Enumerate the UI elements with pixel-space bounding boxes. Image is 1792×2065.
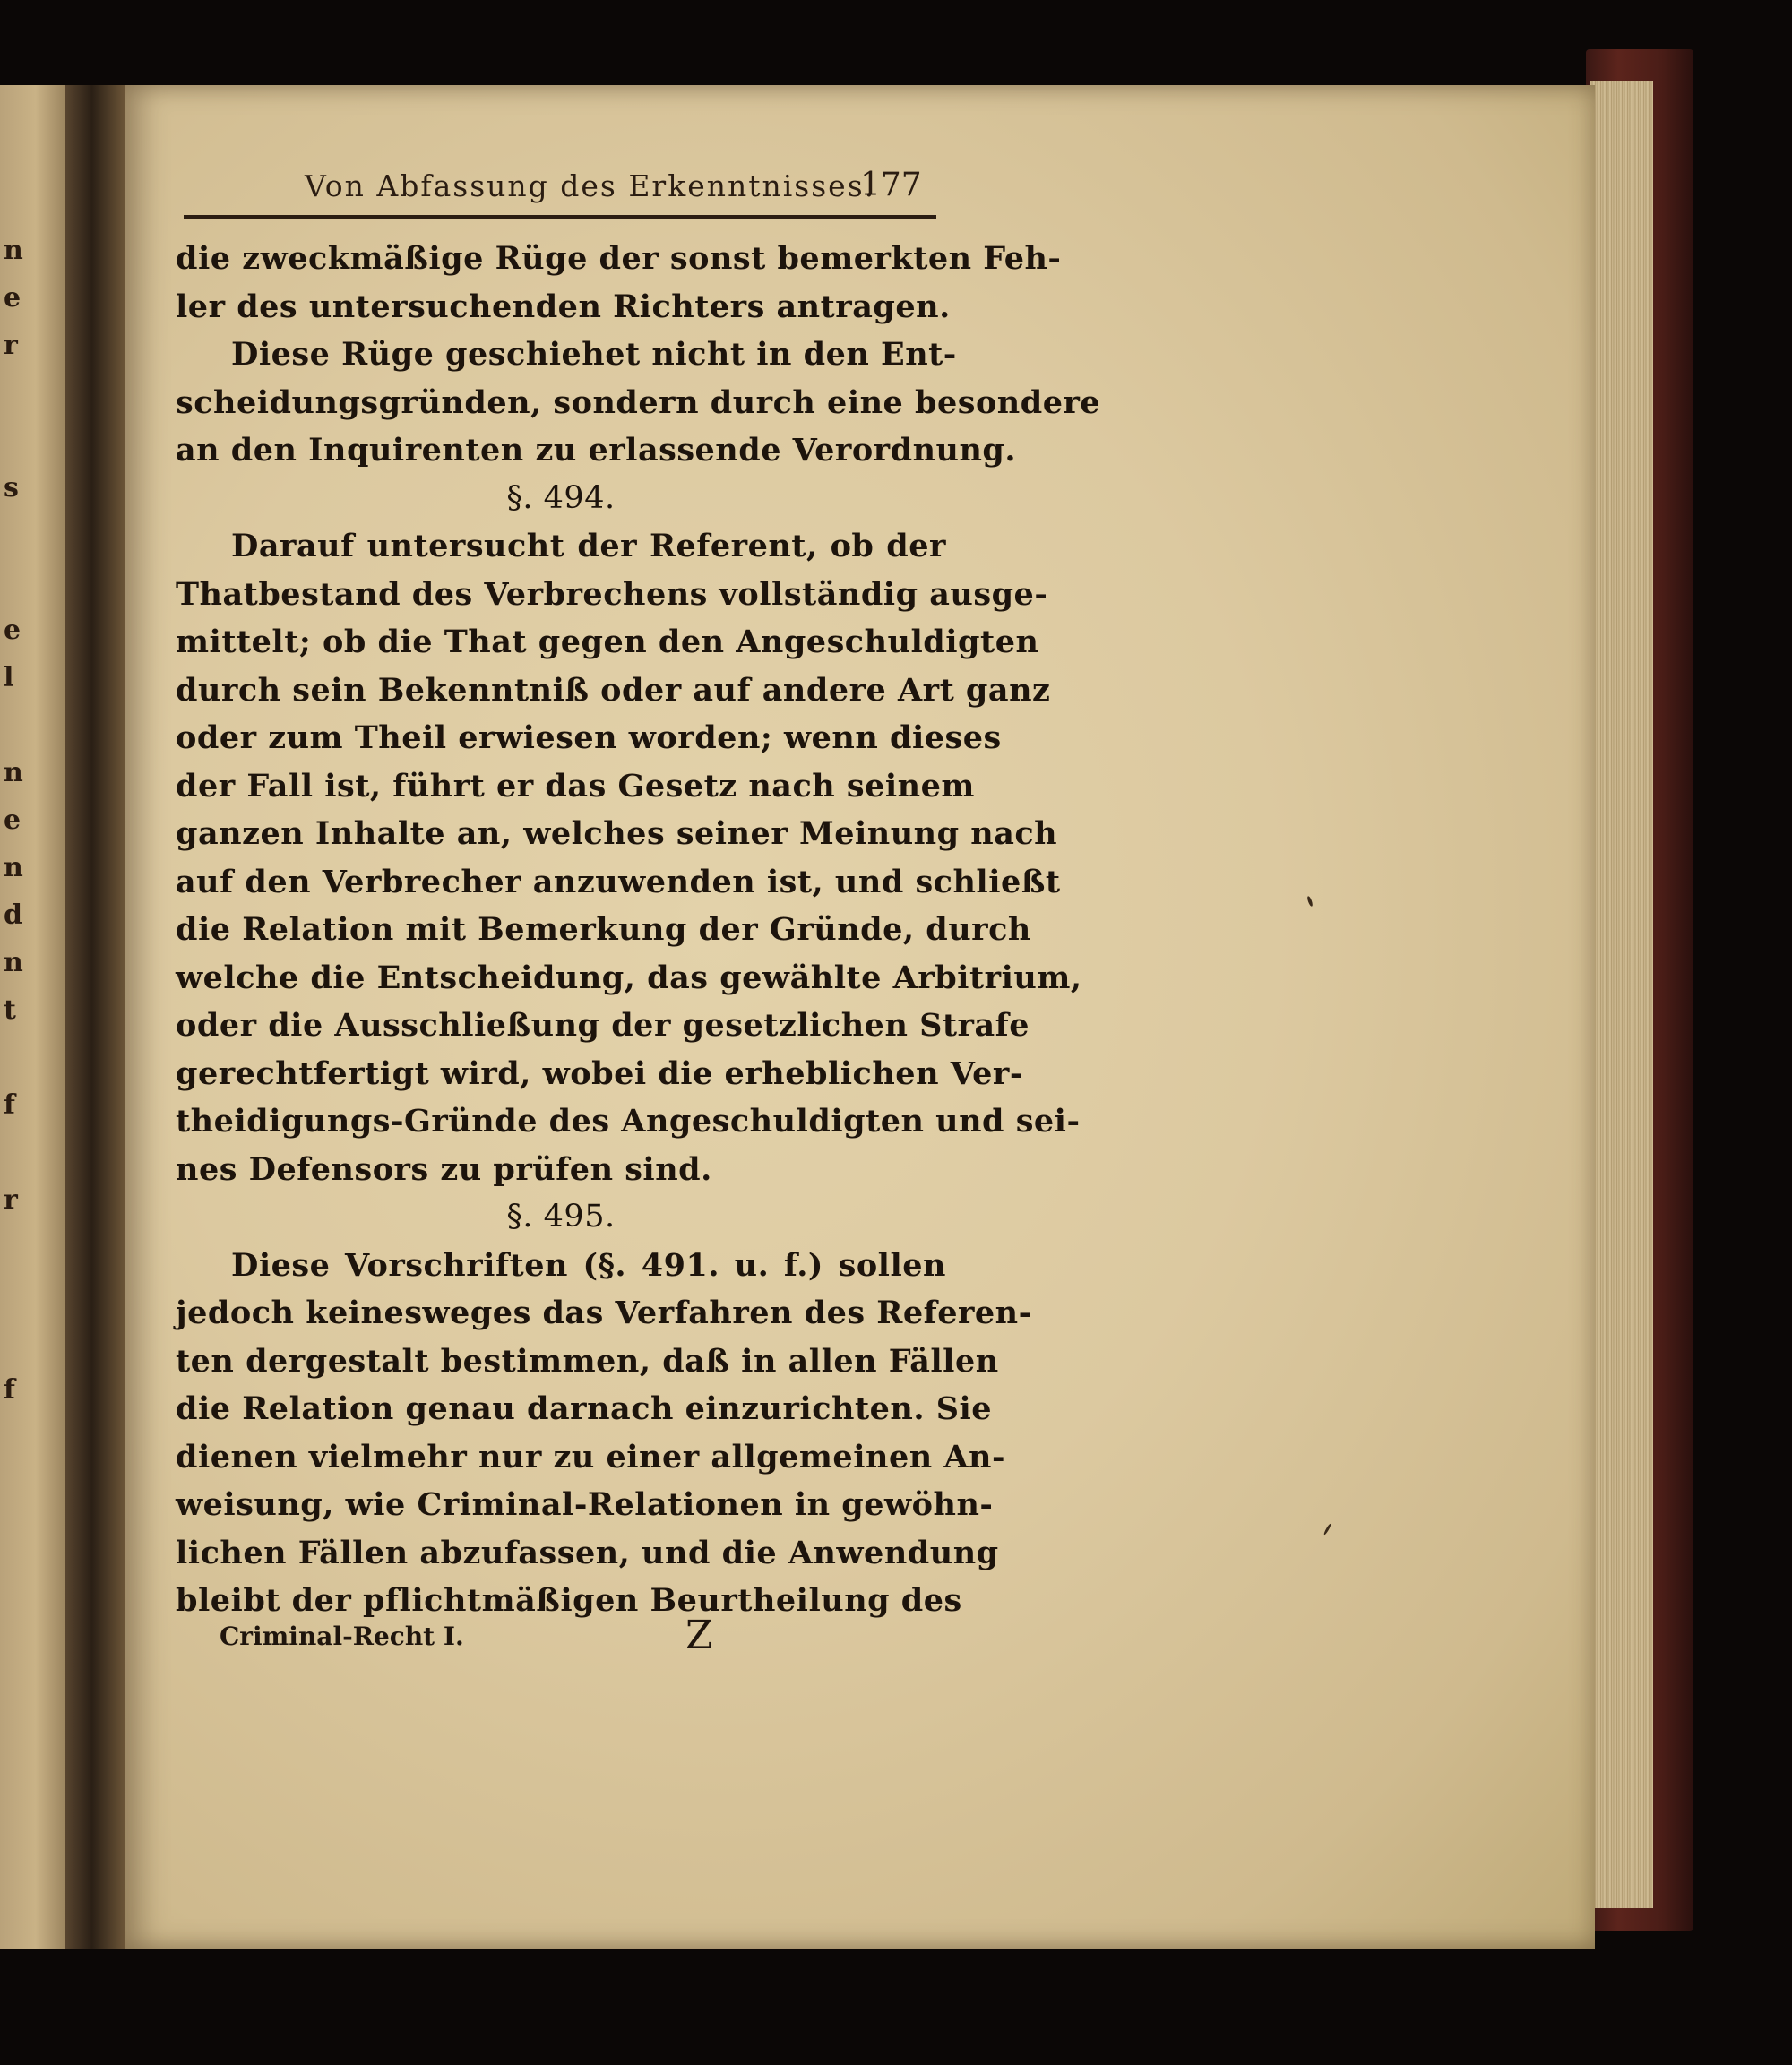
left-page-letter: e — [4, 615, 22, 646]
text-line: nes Defensors zu prüfen sind. — [176, 1150, 712, 1188]
text-line: durch sein Bekenntniß oder auf andere Art ganz — [176, 671, 1051, 709]
book-gutter — [65, 85, 125, 1949]
text-line: Darauf untersucht der Referent, ob der — [231, 528, 946, 564]
signature-line: Criminal-Recht I. — [220, 1622, 464, 1651]
text-line: an den Inquirenten zu erlassende Verordnung. — [176, 432, 1017, 469]
text-line: die zweckmäßige Rüge der sonst bemerkten Feh- — [176, 240, 1062, 277]
left-page-letter: e — [4, 804, 22, 836]
left-page-letter: n — [4, 235, 23, 266]
text-line: ganzen Inhalte an, welches seiner Meinung nach — [176, 815, 1058, 852]
text-line: dienen vielmehr nur zu einer allgemeinen An- — [176, 1438, 1005, 1476]
left-page-letter: n — [4, 947, 23, 978]
header-rule — [184, 215, 936, 219]
text-line: auf den Verbrecher anzuwenden ist, und schließt — [176, 863, 1061, 900]
text-line: Thatbestand des Verbrechens vollständig ausge- — [176, 575, 1048, 613]
left-page-letter: d — [4, 899, 22, 931]
text-line: scheidungsgründen, sondern durch eine besondere — [176, 383, 1101, 421]
signature-mark: Z — [685, 1613, 713, 1658]
left-page-letter: r — [4, 330, 18, 361]
left-facing-page — [0, 85, 65, 1949]
left-page-letter: e — [4, 282, 22, 314]
text-line: bleibt der pflichtmäßigen Beurtheilung des — [176, 1582, 962, 1619]
text-line: weisung, wie Criminal-Relationen in gewöhn- — [176, 1486, 994, 1523]
text-line: lichen Fällen abzufassen, und die Anwendung — [176, 1534, 999, 1571]
left-page-letter: t — [4, 994, 16, 1026]
body-text — [176, 235, 1101, 1625]
page-edges — [1590, 81, 1653, 1908]
text-line: der Fall ist, führt er das Gesetz nach seinem — [176, 767, 975, 804]
text-line: ler des untersuchenden Richters antragen. — [176, 288, 951, 325]
running-title: Von Abfassung des Erkenntnisses. — [305, 168, 876, 203]
text-line: oder zum Theil erwiesen worden; wenn dieses — [176, 719, 1002, 756]
left-page-letter: s — [4, 472, 19, 503]
text-line: jedoch keinesweges das Verfahren des Referen- — [176, 1295, 1032, 1331]
text-line: Diese Rüge geschiehet nicht in den Ent- — [231, 336, 957, 373]
page-number: 177 — [860, 167, 922, 203]
text-line: oder die Ausschließung der gesetzlichen Strafe — [176, 1007, 1030, 1044]
left-page-letter: n — [4, 757, 23, 788]
text-line: Diese Vorschriften (§. 491. u. f.) sollen — [231, 1246, 946, 1284]
section-heading: §. 495. — [506, 1199, 616, 1235]
text-line: die Relation mit Bemerkung der Gründe, durch — [176, 911, 1031, 948]
text-line: theidigungs-Gründe des Angeschuldigten und sei- — [176, 1103, 1081, 1140]
text-line: ten dergestalt bestimmen, daß in allen Fällen — [176, 1342, 999, 1380]
section-heading: §. 494. — [506, 479, 616, 516]
left-page-letter: n — [4, 852, 23, 883]
text-line: gerechtfertigt wird, wobei die erheblichen Ver- — [176, 1054, 1023, 1092]
left-page-letter: f — [4, 1089, 15, 1121]
left-page-fragments — [4, 85, 29, 1949]
left-page-letter: r — [4, 1184, 18, 1216]
text-line: welche die Entscheidung, das gewählte Arbitrium, — [176, 959, 1082, 996]
left-page-letter: f — [4, 1374, 15, 1406]
text-line: mittelt; ob die That gegen den Angeschuldigten — [176, 624, 1039, 660]
left-page-letter: l — [4, 662, 14, 693]
text-line: die Relation genau darnach einzurichten. Sie — [176, 1390, 993, 1427]
